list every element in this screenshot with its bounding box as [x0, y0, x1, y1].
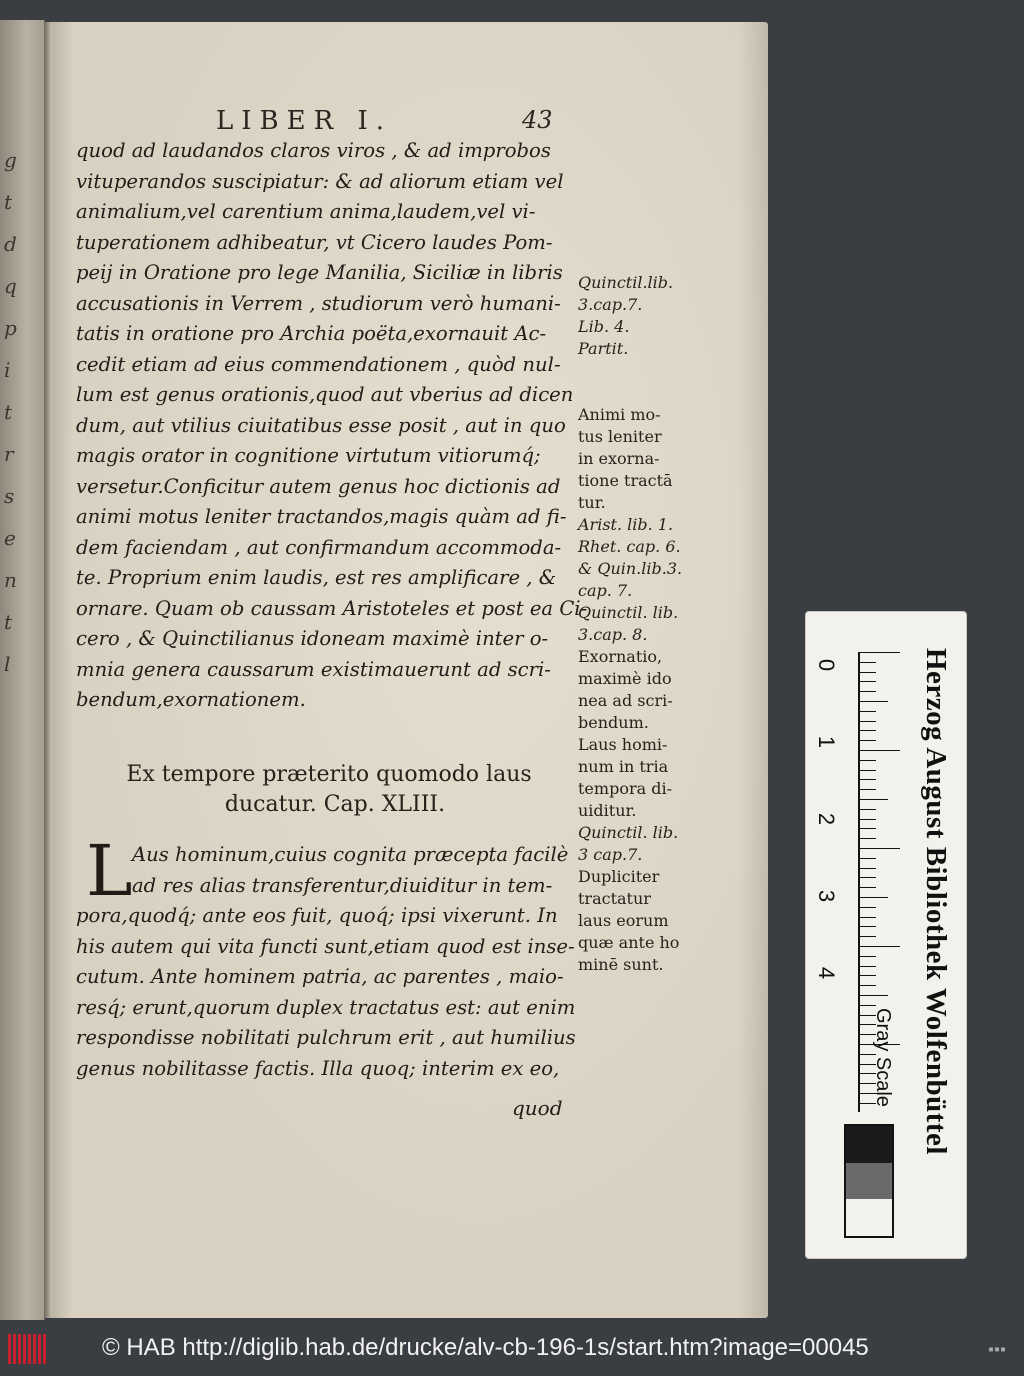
margin-note-line: Rhet. cap. 6.	[578, 537, 681, 556]
text-line: ad res alias transferentur,diuiditur in tem-	[132, 873, 553, 897]
margin-note-line: maximè ido	[578, 669, 672, 688]
ruler-tick	[860, 740, 876, 741]
text-line: cero , & Quinctilianus idoneam maximè inter o-	[76, 627, 549, 650]
ruler-tick	[860, 819, 876, 820]
header-title: LIBER I.	[216, 106, 392, 136]
margin-note-line: tus leniter	[578, 427, 662, 446]
margin-note-line: laus eorum	[578, 911, 669, 930]
facing-page-edge	[0, 20, 45, 1320]
ruler-number: 0	[814, 658, 840, 672]
ruler-tick	[860, 750, 900, 751]
ruler-tick	[860, 995, 888, 996]
margin-note-line: 3 cap.7.	[578, 845, 643, 864]
text-line: tatis in oratione pro Archia poëta,exornauit Ac-	[76, 322, 547, 345]
bleed-glyph: t	[4, 400, 13, 424]
ruler-tick	[860, 985, 876, 986]
ruler-tick	[860, 662, 876, 663]
margin-note-line: 3.cap.7.	[578, 295, 643, 314]
ruler-number: 4	[814, 966, 840, 980]
text-line: his autem qui vita functi sunt,etiam quod est inse-	[76, 934, 575, 958]
bleed-glyph: g	[4, 148, 17, 172]
margin-note-line: num in tria	[578, 757, 669, 776]
drop-cap-initial: L	[86, 830, 133, 912]
margin-note-line	[578, 360, 728, 382]
bleed-glyph: e	[4, 526, 16, 550]
text-line: resq́; erunt,quorum duplex tractatus est: aut enim	[76, 995, 576, 1019]
ruler-tick	[860, 1005, 876, 1006]
ruler-tick	[860, 672, 876, 673]
ruler-tick	[860, 730, 876, 731]
margin-note-line	[578, 382, 728, 404]
bleed-glyph: p	[4, 316, 17, 340]
text-line: respondisse nobilitati pulchrum erit , aut humilius	[76, 1026, 576, 1049]
bleed-glyph: d	[4, 232, 17, 256]
bleed-glyph: r	[4, 442, 14, 466]
ruler-tick	[860, 711, 876, 712]
text-line: tuperationem adhibeatur, vt Cicero laudes Pom-	[76, 230, 553, 254]
ruler-number: 2	[814, 812, 840, 826]
text-line: quod ad laudandos claros viros , & ad improbos	[76, 139, 551, 162]
ruler-tick	[860, 956, 876, 957]
margin-note-line: Arist. lib. 1.	[578, 515, 674, 534]
text-line: ornare. Quam ob caussam Aristoteles et post ea Ci-	[76, 596, 588, 620]
ruler-number: 1	[814, 735, 840, 749]
text-line: accusationis in Verrem , studiorum verò humani-	[76, 291, 561, 315]
text-line: lum est genus orationis,quod aut vberius ad dicen	[76, 383, 574, 406]
main-text-block	[76, 136, 588, 716]
ruler-tick	[860, 681, 876, 682]
margin-note-line: tractatur	[578, 889, 651, 908]
marginal-notes	[578, 272, 728, 976]
margin-note-line: tur.	[578, 493, 606, 512]
text-line: magis orator in cognitione virtutum vitiorumq́;	[76, 444, 541, 467]
text-line: peij in Oratione pro lege Manilia, Siciliæ in libris	[76, 261, 563, 284]
text-line: animi motus leniter tractandos,magis quàm ad fi-	[76, 505, 567, 528]
ruler-tick	[860, 809, 876, 810]
ruler-tick	[860, 858, 876, 859]
text-line: animalium,vel carentium anima,laudem,vel vi-	[76, 200, 536, 223]
margin-note-line: in exorna-	[578, 449, 660, 468]
bleed-glyph: n	[4, 568, 17, 592]
spine-shadow	[44, 22, 52, 1318]
margin-note-line: bendum.	[578, 713, 649, 732]
margin-note-line: & Quin.lib.3.	[578, 559, 683, 578]
margin-note-line: quæ ante ho	[578, 933, 680, 952]
ruler-tick	[860, 946, 900, 947]
ruler-tick	[860, 966, 876, 967]
text-line: pora,quodq́; ante eos fuit, quoq́; ipsi vixerunt. In	[76, 904, 558, 927]
ruler-tick	[860, 652, 900, 653]
ruler-tick	[860, 907, 876, 908]
gray-swatches	[844, 1124, 894, 1238]
gray-scale-label: Gray Scale	[872, 1008, 894, 1107]
ruler-tick	[860, 887, 876, 888]
text-line: cedit etiam ad eius commendationem , quòd nul-	[76, 352, 561, 376]
margin-note-line: Laus homi-	[578, 735, 668, 754]
margin-note-line: 3.cap. 8.	[578, 625, 648, 644]
margin-note-line: Exornatio,	[578, 647, 663, 666]
copyright-url[interactable]: © HAB http://diglib.hab.de/drucke/alv-cb-196-1s/start.htm?image=00045	[102, 1334, 869, 1361]
margin-note-line: tempora di-	[578, 779, 672, 798]
ruler-tick	[860, 691, 876, 692]
margin-note-line: minē sunt.	[578, 955, 664, 974]
text-line: Aus hominum,cuius cognita præcepta facilè	[132, 843, 569, 866]
margin-note-line: Quinctil.lib.	[578, 273, 674, 292]
catchword: quod	[512, 1096, 563, 1120]
ruler-tick	[860, 760, 876, 761]
ruler-tick	[860, 721, 876, 722]
margin-note-line: Lib. 4.	[578, 317, 630, 336]
gray-swatch	[846, 1199, 892, 1236]
bleed-glyph: i	[4, 358, 11, 382]
text-line: te. Proprium enim laudis, est res amplificare , &	[76, 566, 557, 589]
ruler-tick	[860, 975, 876, 976]
text-line: dum, aut vtilius ciuitatibus esse posit , aut in quo	[76, 413, 566, 437]
bleed-glyph: t	[4, 610, 13, 634]
ruler-tick	[860, 789, 876, 790]
bleed-glyph: l	[4, 652, 11, 676]
ruler-tick	[860, 848, 900, 849]
margin-note-line: Dupliciter	[578, 867, 660, 886]
ruler-number: 3	[814, 889, 840, 903]
ruler-tick	[860, 917, 876, 918]
bleed-glyph: q	[4, 274, 17, 298]
chapter-title-line: ducatur. Cap. XLIII.	[224, 792, 446, 817]
margin-note-line: Quinctil. lib.	[578, 603, 679, 622]
chapter-heading	[84, 760, 574, 820]
page-number: 43	[522, 106, 553, 134]
running-header	[216, 106, 553, 136]
footer-bar	[0, 1324, 1024, 1376]
footer-dots-icon: ▪▪▪	[987, 1344, 1006, 1355]
gray-swatch	[846, 1126, 892, 1163]
margin-note-line: Partit.	[578, 339, 629, 358]
margin-note-line: tione tractā	[578, 471, 673, 490]
margin-note-line: uiditur.	[578, 801, 637, 820]
ruler-tick	[860, 936, 876, 937]
ruler-tick	[860, 770, 876, 771]
text-line: cutum. Ante hominem patria, ac parentes , maio-	[76, 965, 564, 988]
ruler-tick	[860, 838, 876, 839]
ruler-tick	[860, 868, 876, 869]
ruler-tick	[860, 701, 888, 702]
ruler-tick	[860, 877, 876, 878]
hab-logo-icon	[8, 1334, 48, 1364]
bleed-glyph: t	[4, 190, 13, 214]
ruler-tick	[860, 828, 876, 829]
ruler-tick	[860, 926, 876, 927]
bleed-glyph: s	[4, 484, 15, 508]
gray-swatch	[846, 1163, 892, 1200]
text-line: versetur.Conficitur autem genus hoc dictionis ad	[76, 474, 561, 498]
margin-note-line: Quinctil. lib.	[578, 823, 679, 842]
text-line: vituperandos suscipiatur: & ad aliorum etiam vel	[76, 169, 564, 193]
margin-note-line: Animi mo-	[578, 405, 661, 424]
ruler-tick	[860, 897, 888, 898]
text-line: genus nobilitasse factis. Illa quoq; interim ex eo,	[76, 1056, 560, 1080]
ruler-tick	[860, 799, 888, 800]
ruler-brand-text: Herzog August Bibliothek Wolfenbüttel	[920, 648, 952, 1155]
margin-note-line: nea ad scri-	[578, 691, 673, 710]
text-line: mnia genera caussarum existimauerunt ad scri-	[76, 657, 551, 681]
ruler-tick	[860, 779, 876, 780]
text-line: dem faciendam , aut confirmandum accommoda-	[76, 535, 562, 559]
scale-ruler-card	[806, 612, 966, 1258]
chapter-title-line: Ex tempore præterito quomodo laus	[126, 762, 532, 787]
margin-note-line: cap. 7.	[578, 581, 633, 600]
chapter-text-block	[76, 840, 576, 1084]
text-line: bendum,exornationem.	[76, 688, 306, 711]
